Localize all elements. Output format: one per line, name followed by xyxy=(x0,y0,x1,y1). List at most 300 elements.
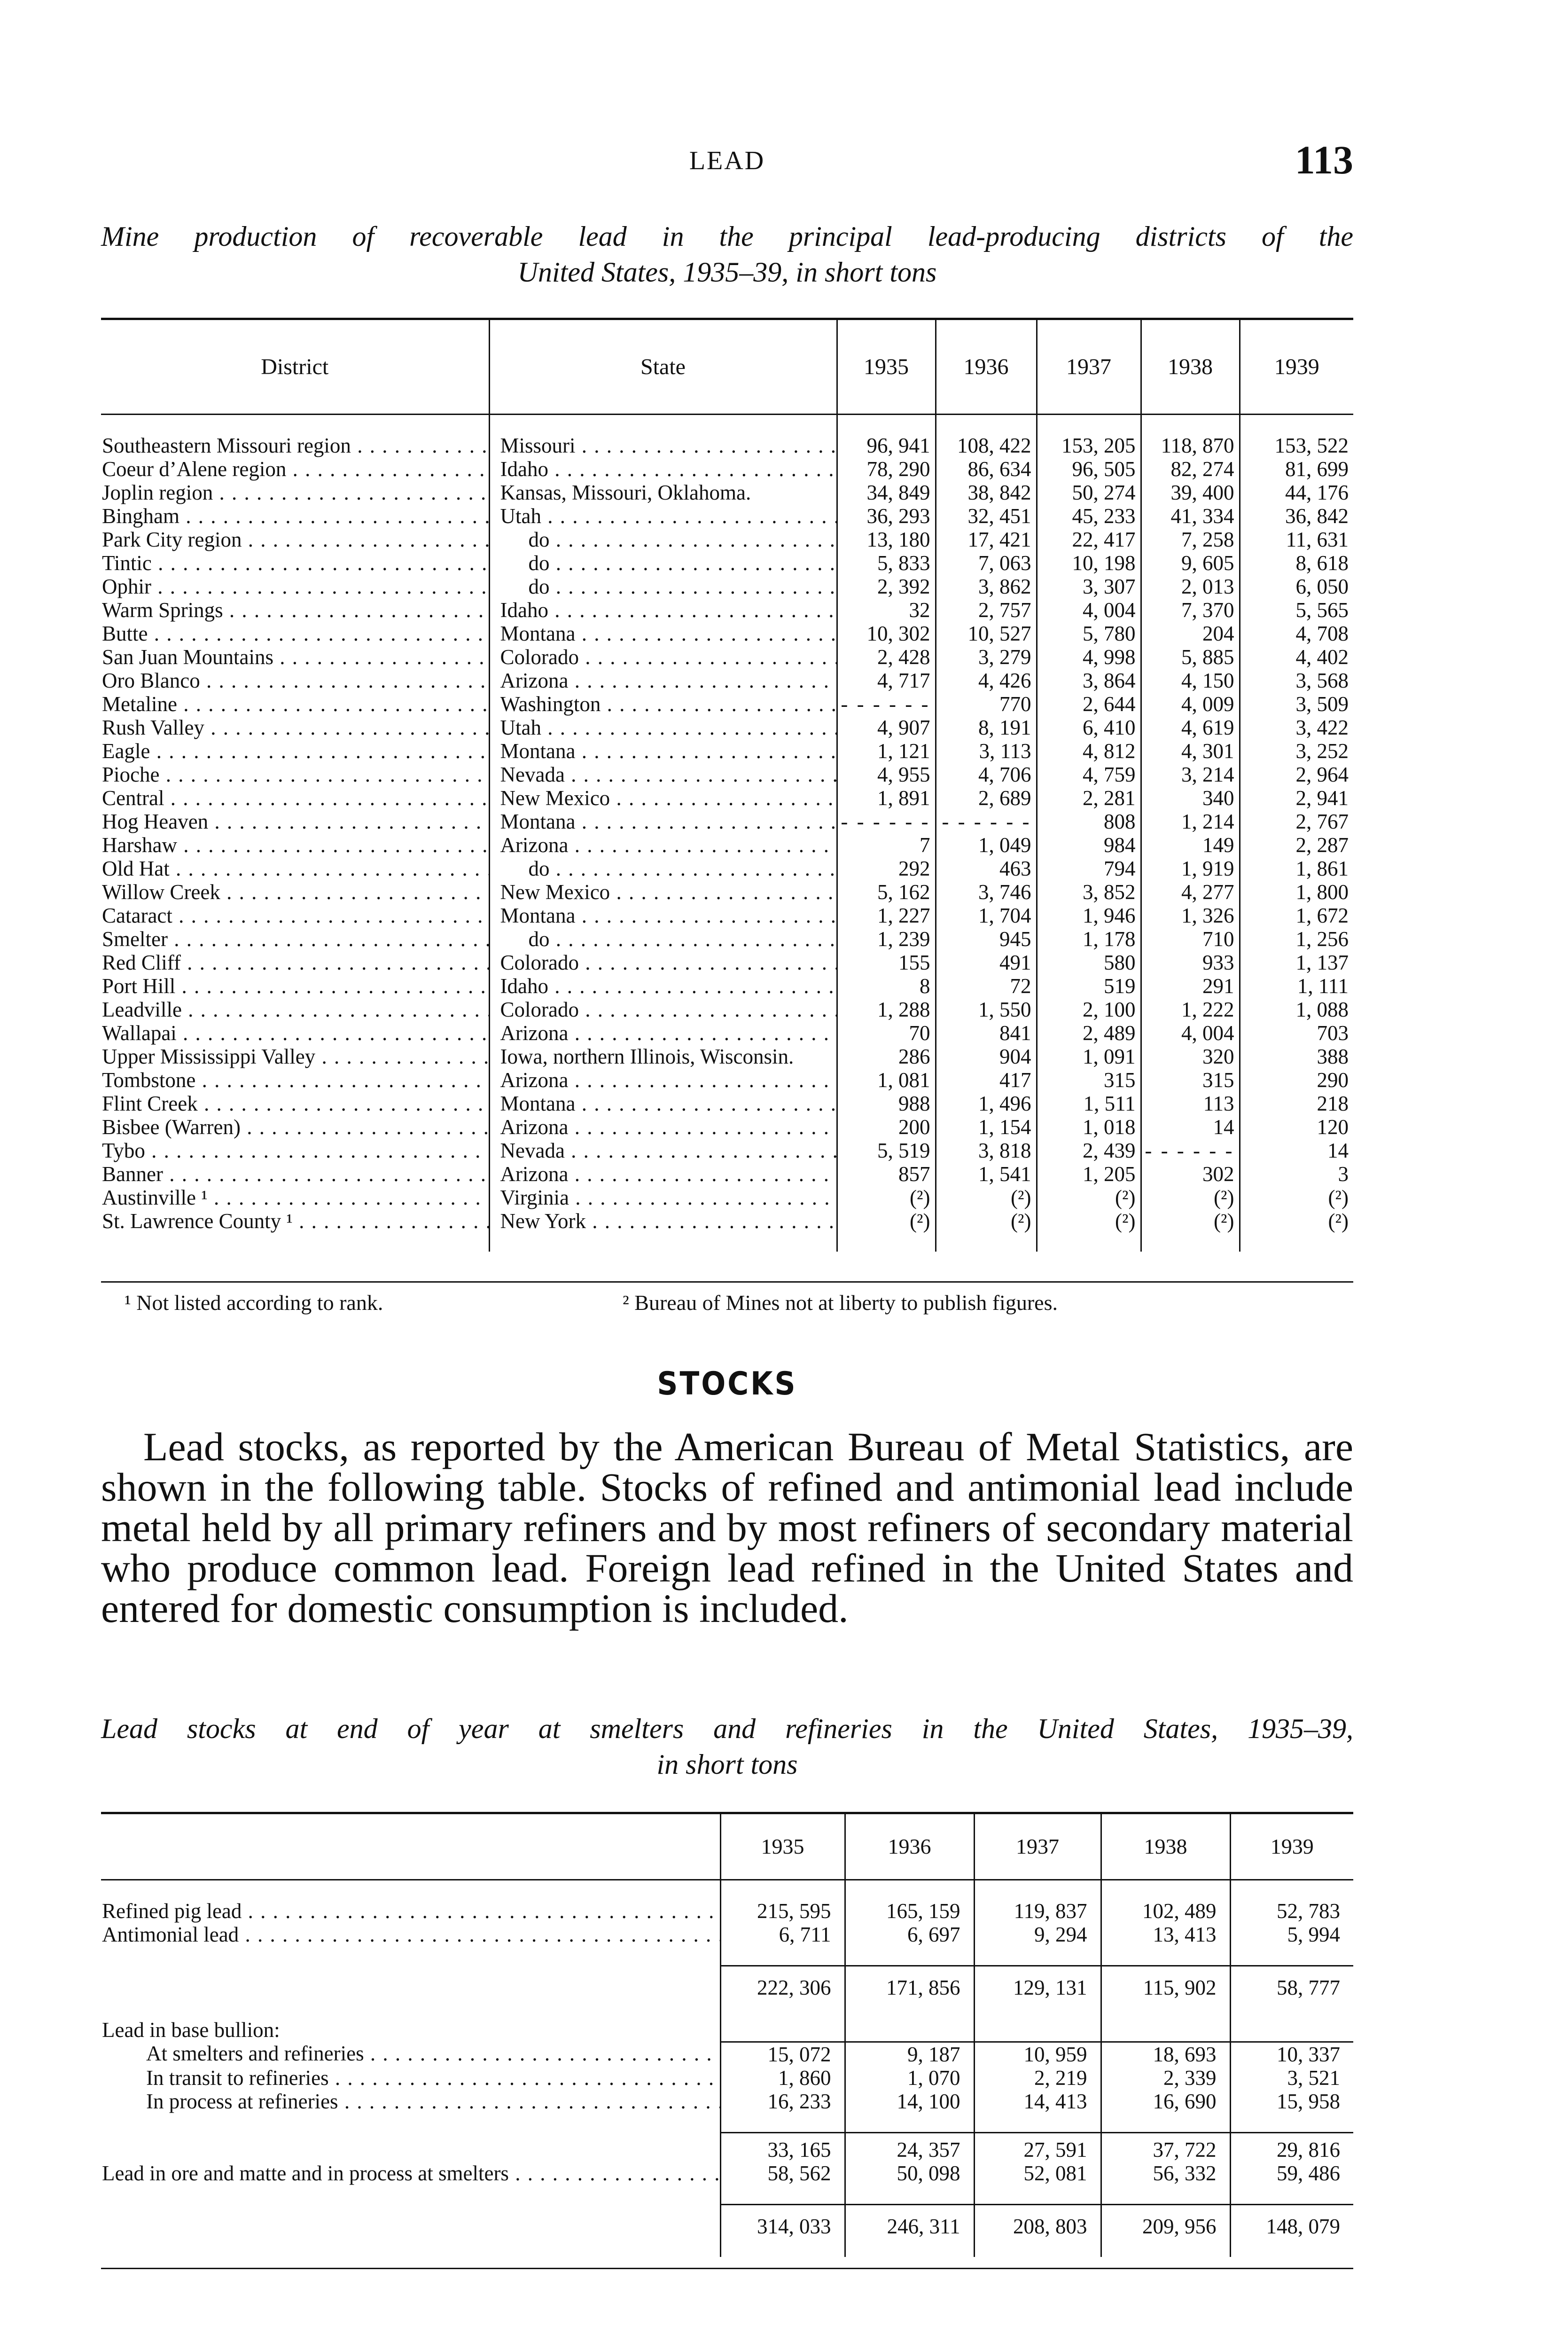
value-cell-1935: 36, 293 xyxy=(837,504,936,528)
state-cell xyxy=(489,1021,837,1045)
district-cell xyxy=(101,951,489,974)
district-cell xyxy=(101,504,489,528)
value-cell-1936: 3, 862 xyxy=(936,575,1037,598)
table-row xyxy=(101,669,1353,692)
state-name: Idaho . . . xyxy=(500,457,836,481)
footnote-2: ² Bureau of Mines not at liberty to publish figures. xyxy=(623,1291,1058,1315)
cell: 9, 294 xyxy=(974,1923,1101,1946)
district-cell xyxy=(101,998,489,1021)
col-header-1935: 1935 xyxy=(837,320,936,415)
state-name: do . . . xyxy=(500,528,836,551)
district-cell xyxy=(101,1186,489,1209)
value-cell-1935: 4, 955 xyxy=(837,763,936,786)
value-cell-1939: 14 xyxy=(1240,1139,1353,1162)
value-cell-1935: 2, 428 xyxy=(837,645,936,669)
value-cell-1939: 6, 050 xyxy=(1240,575,1353,598)
table2-spacer xyxy=(101,2185,1353,2205)
district-cell xyxy=(101,415,489,458)
value-cell-1935: 292 xyxy=(837,857,936,880)
table1-body xyxy=(101,415,1353,1252)
value-cell-1937: 1, 091 xyxy=(1037,1045,1141,1068)
value-cell-1935: 32 xyxy=(837,598,936,622)
value-cell-1936: 1, 049 xyxy=(936,833,1037,857)
value-cell-1939: 81, 699 xyxy=(1240,457,1353,481)
table-row xyxy=(101,622,1353,645)
value-cell-1937: 1, 178 xyxy=(1037,927,1141,951)
district-name: Metaline . . . xyxy=(102,692,489,716)
page-number: 113 xyxy=(1295,137,1353,182)
district-cell xyxy=(101,1092,489,1115)
cell: 102, 489 xyxy=(1101,1899,1230,1923)
value-cell-1938: 320 xyxy=(1141,1045,1240,1068)
state-cell xyxy=(489,927,837,951)
table2-col-header-1935: 1935 xyxy=(720,1813,845,1880)
state-name: do . . . xyxy=(500,551,836,575)
col-header-1939: 1939 xyxy=(1240,320,1353,415)
district-cell xyxy=(101,1139,489,1162)
district-cell xyxy=(101,645,489,669)
district-name: Southeastern Missouri region . . . xyxy=(102,434,489,457)
cell: 24, 357 xyxy=(845,2132,974,2162)
value-cell-1936: 38, 842 xyxy=(936,481,1037,504)
value-cell-1936: 4, 706 xyxy=(936,763,1037,786)
value-cell-1937: 153, 205 xyxy=(1037,415,1141,458)
value-cell-1938: 4, 009 xyxy=(1141,692,1240,716)
table-row xyxy=(101,763,1353,786)
value-cell-1938: 710 xyxy=(1141,927,1240,951)
district-cell xyxy=(101,763,489,786)
state-name: Iowa, northern Illinois, Wisconsin. xyxy=(500,1045,794,1068)
table2-spacer xyxy=(101,1946,1353,1966)
value-cell-1936: 72 xyxy=(936,974,1037,998)
value-cell-1936: 2, 689 xyxy=(936,786,1037,810)
value-cell-1938: 302 xyxy=(1141,1162,1240,1186)
table1-caption-line2: United States, 1935–39, in short tons xyxy=(517,257,937,288)
value-cell-1939: 1, 861 xyxy=(1240,857,1353,880)
value-cell-1935: 7 xyxy=(837,833,936,857)
cell: 18, 693 xyxy=(1101,2042,1230,2066)
table2-row-antimonial xyxy=(101,1923,1353,1946)
value-cell-1939: 1, 800 xyxy=(1240,880,1353,904)
table-row xyxy=(101,575,1353,598)
value-cell-1937: 315 xyxy=(1037,1068,1141,1092)
value-cell-1936: - - - - - - xyxy=(936,810,1037,833)
label-at-smelters: At smelters and refineries . . . xyxy=(146,2042,720,2065)
value-cell-1938: 291 xyxy=(1141,974,1240,998)
cell: 6, 697 xyxy=(845,1923,974,1946)
district-name: Ophir . . . xyxy=(102,575,489,598)
cell: 314, 033 xyxy=(720,2204,845,2257)
district-cell xyxy=(101,786,489,810)
value-cell-1935: 96, 941 xyxy=(837,415,936,458)
state-cell xyxy=(489,974,837,998)
label-refined-pig-lead: Refined pig lead . . . xyxy=(102,1899,720,1923)
lead-production-table xyxy=(101,320,1353,1252)
state-cell xyxy=(489,457,837,481)
value-cell-1935: 1, 081 xyxy=(837,1068,936,1092)
table-row xyxy=(101,551,1353,575)
state-name: New Mexico . . . xyxy=(500,880,836,904)
value-cell-1935: 5, 162 xyxy=(837,880,936,904)
value-cell-1936: 417 xyxy=(936,1068,1037,1092)
value-cell-1937: 808 xyxy=(1037,810,1141,833)
value-cell-1937: 794 xyxy=(1037,857,1141,880)
value-cell-1937: (²) xyxy=(1037,1186,1141,1209)
district-cell xyxy=(101,1068,489,1092)
stocks-heading: STOCKS xyxy=(657,1365,797,1402)
table2-col-header-blank xyxy=(101,1813,720,1880)
state-name: Kansas, Missouri, Oklahoma. xyxy=(500,481,751,504)
table-row xyxy=(101,598,1353,622)
value-cell-1936: 904 xyxy=(936,1045,1037,1068)
state-cell xyxy=(489,481,837,504)
value-cell-1939: 8, 618 xyxy=(1240,551,1353,575)
cell: 14, 100 xyxy=(845,2090,974,2113)
district-name: San Juan Mountains . . . xyxy=(102,645,489,669)
value-cell-1937: 4, 004 xyxy=(1037,598,1141,622)
state-name: Virginia . . . xyxy=(500,1186,836,1209)
value-cell-1936: 491 xyxy=(936,951,1037,974)
table-row xyxy=(101,810,1353,833)
value-cell-1936: 1, 496 xyxy=(936,1092,1037,1115)
district-name: Austinville ¹ . . . xyxy=(102,1186,489,1209)
cell: 37, 722 xyxy=(1101,2132,1230,2162)
district-cell xyxy=(101,1162,489,1186)
value-cell-1938: 82, 274 xyxy=(1141,457,1240,481)
label-antimonial-lead: Antimonial lead . . . xyxy=(102,1923,720,1946)
value-cell-1938: 118, 870 xyxy=(1141,415,1240,458)
state-name: Colorado . . . xyxy=(500,998,836,1021)
state-name: Montana . . . xyxy=(500,904,836,927)
value-cell-1938: 2, 013 xyxy=(1141,575,1240,598)
value-cell-1939: 3, 252 xyxy=(1240,739,1353,763)
district-name: Red Cliff . . . xyxy=(102,951,489,974)
table-row xyxy=(101,457,1353,481)
state-cell xyxy=(489,857,837,880)
table-row xyxy=(101,528,1353,551)
state-name: Arizona . . . xyxy=(500,1162,836,1186)
table-row xyxy=(101,1045,1353,1068)
table-row xyxy=(101,1186,1353,1209)
state-name: Nevada . . . xyxy=(500,763,836,786)
cell: 10, 959 xyxy=(974,2042,1101,2066)
value-cell-1938: 4, 150 xyxy=(1141,669,1240,692)
value-cell-1939: 11, 631 xyxy=(1240,528,1353,551)
district-name: Butte . . . xyxy=(102,622,489,645)
state-name: Missouri . . . xyxy=(500,434,836,457)
state-cell xyxy=(489,998,837,1021)
state-name: do . . . xyxy=(500,927,836,951)
district-name: Pioche . . . xyxy=(102,763,489,786)
value-cell-1936: 86, 634 xyxy=(936,457,1037,481)
value-cell-1939: (²) xyxy=(1240,1209,1353,1252)
value-cell-1936: 841 xyxy=(936,1021,1037,1045)
district-name: St. Lawrence County ¹ . . . xyxy=(102,1209,489,1233)
state-cell xyxy=(489,739,837,763)
table-row xyxy=(101,786,1353,810)
value-cell-1937: 3, 864 xyxy=(1037,669,1141,692)
cell: 50, 098 xyxy=(845,2162,974,2185)
value-cell-1938: (²) xyxy=(1141,1209,1240,1252)
table1-header-row xyxy=(101,320,1353,415)
value-cell-1937: (²) xyxy=(1037,1209,1141,1252)
col-header-state: State xyxy=(489,320,837,415)
value-cell-1938: 7, 258 xyxy=(1141,528,1240,551)
table2-bottom-rule xyxy=(101,2268,1353,2269)
value-cell-1939: 3, 509 xyxy=(1240,692,1353,716)
state-name: New Mexico . . . xyxy=(500,786,836,810)
state-name: Utah . . . xyxy=(500,504,836,528)
cell: 208, 803 xyxy=(974,2204,1101,2257)
table2-row-in-transit xyxy=(101,2066,1353,2090)
table2-header-row xyxy=(101,1813,1353,1880)
state-cell xyxy=(489,622,837,645)
district-name: Warm Springs . . . xyxy=(102,598,489,622)
cell: 9, 187 xyxy=(845,2042,974,2066)
table-row xyxy=(101,692,1353,716)
table-row xyxy=(101,951,1353,974)
table-row xyxy=(101,1021,1353,1045)
cell: 14, 413 xyxy=(974,2090,1101,2113)
cell: 2, 339 xyxy=(1101,2066,1230,2090)
table2-caption-line1: Lead stocks at end of year at smelters and refineries in the United States, 1935–39, xyxy=(101,1713,1353,1744)
value-cell-1938: 7, 370 xyxy=(1141,598,1240,622)
state-cell xyxy=(489,1209,837,1252)
value-cell-1939: 120 xyxy=(1240,1115,1353,1139)
value-cell-1937: 2, 644 xyxy=(1037,692,1141,716)
cell: 1, 070 xyxy=(845,2066,974,2090)
value-cell-1938: 39, 400 xyxy=(1141,481,1240,504)
value-cell-1935: 2, 392 xyxy=(837,575,936,598)
table2-col-header-1939: 1939 xyxy=(1230,1813,1353,1880)
value-cell-1938: 113 xyxy=(1141,1092,1240,1115)
col-header-1936: 1936 xyxy=(936,320,1037,415)
value-cell-1939: 5, 565 xyxy=(1240,598,1353,622)
table-row xyxy=(101,415,1353,458)
district-cell xyxy=(101,810,489,833)
value-cell-1939: 290 xyxy=(1240,1068,1353,1092)
value-cell-1935: 8 xyxy=(837,974,936,998)
cell: 222, 306 xyxy=(720,1966,845,2000)
table2-row-refined xyxy=(101,1899,1353,1923)
value-cell-1938: 1, 214 xyxy=(1141,810,1240,833)
value-cell-1939: 703 xyxy=(1240,1021,1353,1045)
cell: 1, 860 xyxy=(720,2066,845,2090)
state-name: Montana . . . xyxy=(500,810,836,833)
value-cell-1936: 32, 451 xyxy=(936,504,1037,528)
cell: 58, 562 xyxy=(720,2162,845,2185)
value-cell-1937: 2, 100 xyxy=(1037,998,1141,1021)
state-name: New York . . . xyxy=(500,1209,836,1233)
label-ore-matte: Lead in ore and matte and in process at smelters . . . xyxy=(102,2162,720,2185)
state-cell xyxy=(489,645,837,669)
table-row xyxy=(101,974,1353,998)
district-cell xyxy=(101,927,489,951)
col-header-1938: 1938 xyxy=(1141,320,1240,415)
value-cell-1938: 3, 214 xyxy=(1141,763,1240,786)
district-name: Banner . . . xyxy=(102,1162,489,1186)
state-cell xyxy=(489,504,837,528)
lead-stocks-table xyxy=(101,1813,1353,2257)
table-row xyxy=(101,998,1353,1021)
district-cell xyxy=(101,904,489,927)
value-cell-1937: 2, 439 xyxy=(1037,1139,1141,1162)
state-name: Colorado . . . xyxy=(500,645,836,669)
state-name: Arizona . . . xyxy=(500,669,836,692)
cell: 148, 079 xyxy=(1230,2204,1353,2257)
value-cell-1936: 8, 191 xyxy=(936,716,1037,739)
table2-col-header-1937: 1937 xyxy=(974,1813,1101,1880)
district-cell xyxy=(101,880,489,904)
value-cell-1935: 78, 290 xyxy=(837,457,936,481)
table2-spacer xyxy=(101,1880,1353,1900)
value-cell-1939: 153, 522 xyxy=(1240,415,1353,458)
district-name: Willow Creek . . . xyxy=(102,880,489,904)
col-header-district: District xyxy=(101,320,489,415)
cell: 119, 837 xyxy=(974,1899,1101,1923)
value-cell-1936: 1, 541 xyxy=(936,1162,1037,1186)
table2-row-total xyxy=(101,2204,1353,2257)
value-cell-1937: 4, 812 xyxy=(1037,739,1141,763)
state-name: do . . . xyxy=(500,857,836,880)
stocks-paragraph: Lead stocks, as reported by the American Bureau of Metal Statistics, are shown in the following table. Stocks of refined and antimonial lead include metal held by all primary refiners and by most refiners of secondary material who produce common lead. Foreign lead refined in the United States and entered for domestic consumption is included. xyxy=(101,1424,1353,1631)
value-cell-1937: 1, 018 xyxy=(1037,1115,1141,1139)
table1-caption-line1: Mine production of recoverable lead in the principal lead-producing districts of the xyxy=(101,221,1353,252)
cell: 52, 783 xyxy=(1230,1899,1353,1923)
state-cell xyxy=(489,669,837,692)
district-name: Bisbee (Warren) . . . xyxy=(102,1115,489,1139)
cell: 58, 777 xyxy=(1230,1966,1353,2000)
state-name: Arizona . . . xyxy=(500,1021,836,1045)
value-cell-1937: 6, 410 xyxy=(1037,716,1141,739)
value-cell-1938: 4, 277 xyxy=(1141,880,1240,904)
table-row xyxy=(101,1092,1353,1115)
value-cell-1936: 463 xyxy=(936,857,1037,880)
table-row xyxy=(101,1068,1353,1092)
value-cell-1939: 388 xyxy=(1240,1045,1353,1068)
value-cell-1935: 13, 180 xyxy=(837,528,936,551)
cell: 16, 233 xyxy=(720,2090,845,2113)
state-cell xyxy=(489,1162,837,1186)
value-cell-1935: 1, 227 xyxy=(837,904,936,927)
value-cell-1939: 2, 767 xyxy=(1240,810,1353,833)
district-name: Upper Mississippi Valley . . . xyxy=(102,1045,489,1068)
cell: 27, 591 xyxy=(974,2132,1101,2162)
cell: 13, 413 xyxy=(1101,1923,1230,1946)
value-cell-1936: 1, 154 xyxy=(936,1115,1037,1139)
district-name: Hog Heaven . . . xyxy=(102,810,489,833)
table2-caption-line2: in short tons xyxy=(656,1749,798,1780)
value-cell-1935: 4, 907 xyxy=(837,716,936,739)
table-row xyxy=(101,1115,1353,1139)
state-name: Idaho . . . xyxy=(500,598,836,622)
table-row xyxy=(101,1209,1353,1252)
value-cell-1937: 50, 274 xyxy=(1037,481,1141,504)
state-cell xyxy=(489,1186,837,1209)
cell: 5, 994 xyxy=(1230,1923,1353,1946)
table-row xyxy=(101,716,1353,739)
cell: 2, 219 xyxy=(974,2066,1101,2090)
value-cell-1936: 2, 757 xyxy=(936,598,1037,622)
table2-row-in-process xyxy=(101,2090,1353,2113)
value-cell-1935: (²) xyxy=(837,1209,936,1252)
value-cell-1936: 3, 279 xyxy=(936,645,1037,669)
value-cell-1937: 1, 511 xyxy=(1037,1092,1141,1115)
cell: 33, 165 xyxy=(720,2132,845,2162)
cell: 29, 816 xyxy=(1230,2132,1353,2162)
district-name: Harshaw . . . xyxy=(102,833,489,857)
value-cell-1938: 4, 004 xyxy=(1141,1021,1240,1045)
cell: 3, 521 xyxy=(1230,2066,1353,2090)
value-cell-1938: 4, 619 xyxy=(1141,716,1240,739)
value-cell-1937: 96, 505 xyxy=(1037,457,1141,481)
state-cell xyxy=(489,833,837,857)
state-cell xyxy=(489,763,837,786)
running-head-title: LEAD xyxy=(689,146,765,175)
district-name: Bingham . . . xyxy=(102,504,489,528)
state-cell xyxy=(489,575,837,598)
table2-caption xyxy=(101,1711,1353,1782)
value-cell-1937: 1, 205 xyxy=(1037,1162,1141,1186)
district-name: Eagle . . . xyxy=(102,739,489,763)
district-name: Joplin region . . . xyxy=(102,481,489,504)
table2-spacer xyxy=(101,1999,1353,2018)
label-in-transit: In transit to refineries . . . xyxy=(146,2066,720,2090)
state-cell xyxy=(489,1045,837,1068)
district-name: Cataract . . . xyxy=(102,904,489,927)
state-cell xyxy=(489,551,837,575)
state-cell xyxy=(489,1139,837,1162)
district-name: Tombstone . . . xyxy=(102,1068,489,1092)
table-row xyxy=(101,880,1353,904)
cell: 16, 690 xyxy=(1101,2090,1230,2113)
value-cell-1937: 3, 852 xyxy=(1037,880,1141,904)
value-cell-1939: 1, 137 xyxy=(1240,951,1353,974)
district-name: Wallapai . . . xyxy=(102,1021,489,1045)
table-row xyxy=(101,904,1353,927)
cell: 171, 856 xyxy=(845,1966,974,2000)
district-name: Park City region . . . xyxy=(102,528,489,551)
table2-row-subtotal2 xyxy=(101,2132,1353,2162)
value-cell-1936: 3, 113 xyxy=(936,739,1037,763)
cell: 15, 958 xyxy=(1230,2090,1353,2113)
value-cell-1936: (²) xyxy=(936,1209,1037,1252)
value-cell-1938: - - - - - - xyxy=(1141,1139,1240,1162)
district-cell xyxy=(101,1045,489,1068)
table2-col-header-1938: 1938 xyxy=(1101,1813,1230,1880)
value-cell-1938: 5, 885 xyxy=(1141,645,1240,669)
label-lead-in-base-bullion: Lead in base bullion: xyxy=(102,2018,280,2042)
state-cell xyxy=(489,415,837,458)
state-cell xyxy=(489,692,837,716)
value-cell-1938: 149 xyxy=(1141,833,1240,857)
district-cell xyxy=(101,692,489,716)
value-cell-1936: 10, 527 xyxy=(936,622,1037,645)
district-cell xyxy=(101,457,489,481)
value-cell-1936: 945 xyxy=(936,927,1037,951)
district-name: Central . . . xyxy=(102,786,489,810)
value-cell-1938: 1, 326 xyxy=(1141,904,1240,927)
value-cell-1939: 1, 111 xyxy=(1240,974,1353,998)
value-cell-1937: 4, 759 xyxy=(1037,763,1141,786)
district-name: Coeur d’Alene region . . . xyxy=(102,457,489,481)
value-cell-1935: 1, 288 xyxy=(837,998,936,1021)
cell: 59, 486 xyxy=(1230,2162,1353,2185)
value-cell-1936: 770 xyxy=(936,692,1037,716)
state-name: Arizona . . . xyxy=(500,1068,836,1092)
table-row xyxy=(101,927,1353,951)
state-name: Montana . . . xyxy=(500,622,836,645)
